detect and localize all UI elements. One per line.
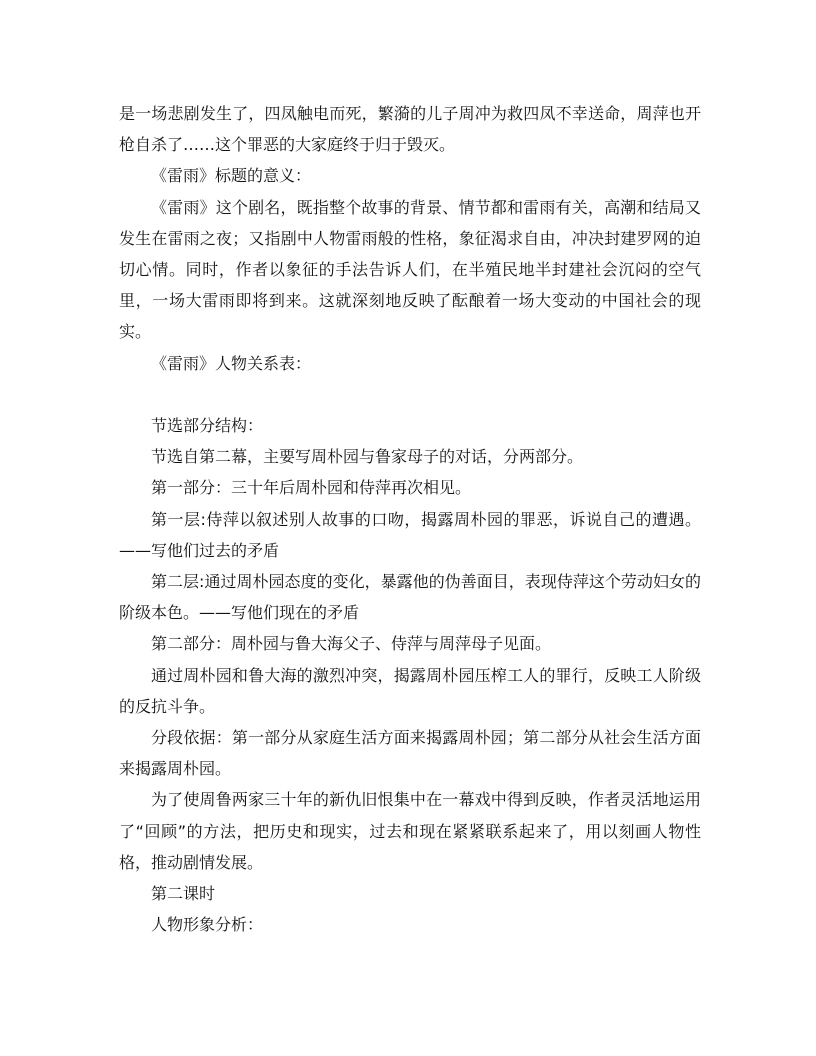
paragraph-layer-two: 第二层:通过周朴园态度的变化，暴露他的伪善面目，表现侍萍这个劳动妇女的阶级本色。——写他们现在的矛盾 bbox=[119, 572, 701, 623]
paragraph-part-two: 第二部分：周朴园与鲁大海父子、侍萍与周萍母子见面。 bbox=[151, 634, 552, 654]
paragraph-division-basis: 分段依据：第一部分从家庭生活方面来揭露周朴园；第二部分从社会生活方面来揭露周朴园。 bbox=[119, 728, 701, 779]
heading-character-relations: 《雷雨》人物关系表： bbox=[151, 353, 312, 373]
heading-excerpt-structure: 节选部分结构： bbox=[151, 416, 264, 436]
document-body bbox=[119, 98, 701, 940]
heading-second-lesson: 第二课时 bbox=[151, 884, 216, 904]
paragraph-layer-one: 第一层:侍萍以叙述别人故事的口吻，揭露周朴园的罪恶，诉说自己的遭遇。——写他们过去的矛盾 bbox=[119, 509, 701, 560]
paragraph-conflict: 通过周朴园和鲁大海的激烈冲突，揭露周朴园压榨工人的罪行，反映工人阶级的反抗斗争。 bbox=[119, 665, 701, 716]
paragraph-retrospect-method: 为了使周鲁两家三十年的新仇旧恨集中在一幕戏中得到反映，作者灵活地运用了“回顾”的方法，把历史和现实，过去和现在紧紧联系起来了，用以刻画人物性格，推动剧情发展。 bbox=[119, 790, 701, 872]
paragraph-excerpt-source: 节选自第二幕，主要写周朴园与鲁家母子的对话，分两部分。 bbox=[151, 447, 584, 467]
heading-title-meaning: 《雷雨》标题的意义： bbox=[151, 166, 312, 186]
paragraph-part-one: 第一部分：三十年后周朴园和侍萍再次相见。 bbox=[151, 478, 472, 498]
paragraph-tragedy-ending: 是一场悲剧发生了，四凤触电而死，繁漪的儿子周冲为救四凤不幸送命，周萍也开枪自杀了……这个罪恶的大家庭终于归于毁灭。 bbox=[119, 104, 701, 155]
blank-line bbox=[119, 379, 701, 410]
heading-character-analysis: 人物形象分析： bbox=[151, 915, 264, 935]
paragraph-title-meaning: 《雷雨》这个剧名，既指整个故事的背景、情节都和雷雨有关，高潮和结局又发生在雷雨之夜；又指剧中人物雷雨般的性格，象征渴求自由，冲决封建罗网的迫切心情。同时，作者以象征的手法告诉人们，在半殖民地半封建社会沉闷的空气里，一场大雷雨即将到来。这就深刻地反映了酝酿着一场大变动的中国社会的现实。 bbox=[119, 197, 701, 342]
